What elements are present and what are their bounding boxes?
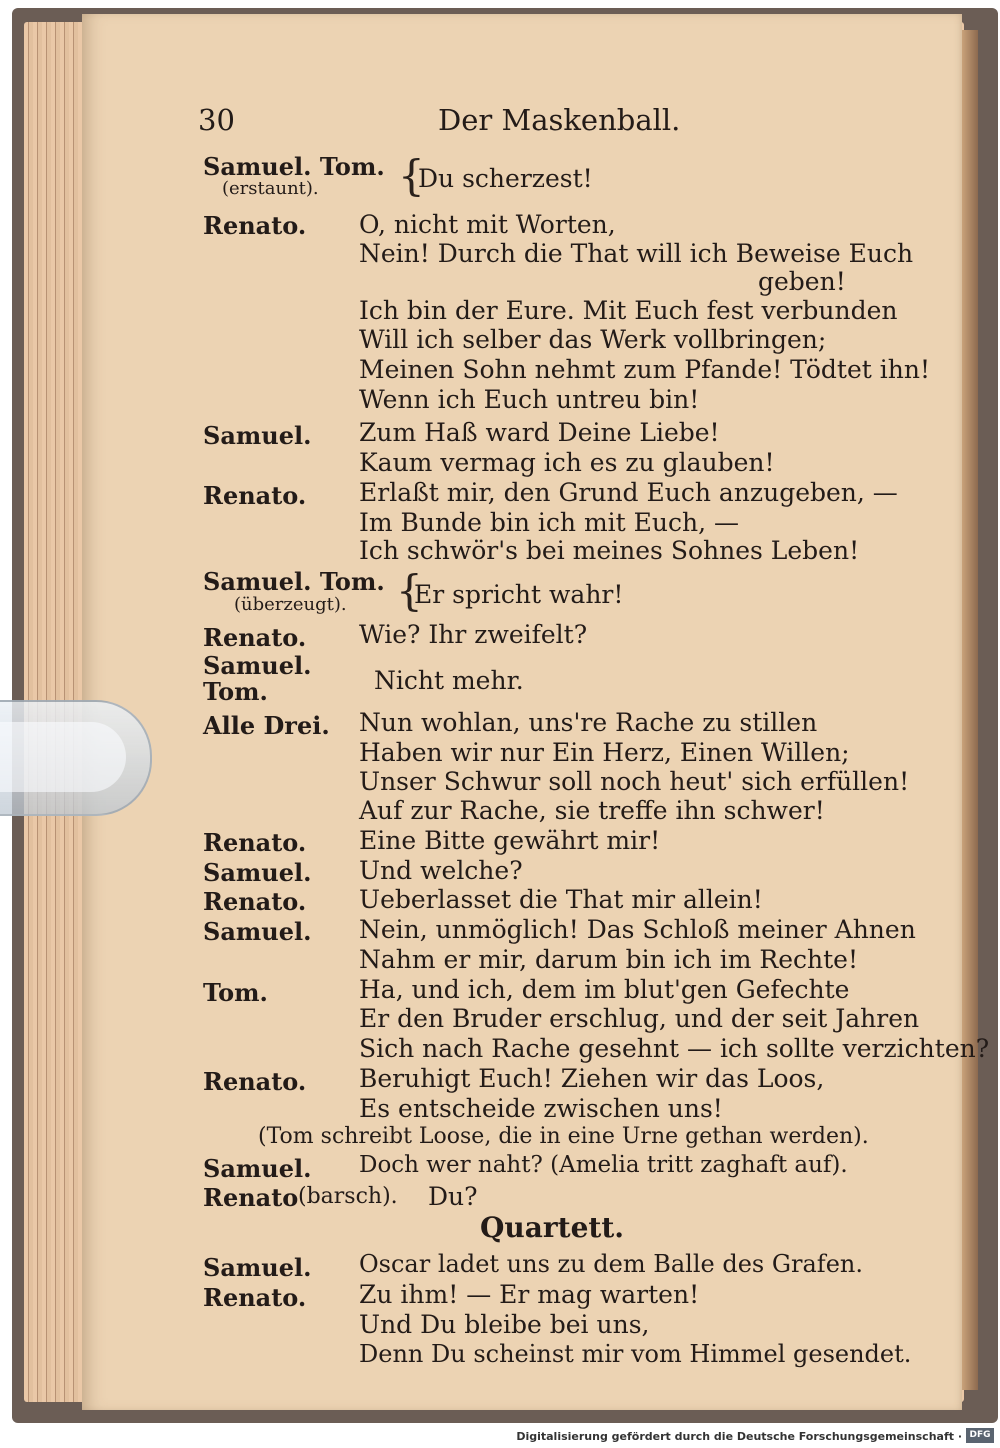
dialogue-line: Unser Schwur soll noch heut' sich erfüllen! (359, 767, 910, 796)
dialogue-line: Ich bin der Eure. Mit Euch fest verbunden (359, 296, 898, 325)
dialogue-line: Wie? Ihr zweifelt? (359, 620, 588, 649)
dialogue-line: O, nicht mit Worten, (359, 210, 616, 239)
dialogue-line: Ich schwör's bei meines Sohnes Leben! (359, 536, 860, 565)
brace-mark: { (398, 151, 425, 200)
speaker-label: Samuel. (203, 917, 312, 946)
dialogue-line: Er den Bruder erschlug, und der seit Jahren (359, 1004, 920, 1033)
stage-direction: (barsch). (298, 1184, 398, 1209)
dialogue-line: Will ich selber das Werk vollbringen; (359, 325, 827, 354)
dialogue-line: Eine Bitte gewährt mir! (359, 826, 661, 855)
speaker-label: Tom. (203, 978, 268, 1007)
dialogue-line: Kaum vermag ich es zu glauben! (359, 448, 775, 477)
dialogue-line: Erlaßt mir, den Grund Euch anzugeben, — (359, 478, 898, 507)
dialogue-line: geben! (758, 267, 846, 296)
speaker-label: Renato (203, 1183, 299, 1212)
dialogue-line: Du? (428, 1182, 478, 1211)
speaker-label: Renato. (203, 828, 307, 857)
stage-direction: (erstaunt). (222, 178, 319, 199)
dialogue-line: Beruhigt Euch! Ziehen wir das Loos, (359, 1064, 825, 1093)
page-spine-edge (962, 30, 978, 1390)
dialogue-line: Nein, unmöglich! Das Schloß meiner Ahnen (359, 915, 916, 944)
speaker-label: Renato. (203, 1067, 307, 1096)
dialogue-line: Zum Haß ward Deine Liebe! (359, 418, 720, 447)
speaker-label: Renato. (203, 623, 307, 652)
dialogue-line: Auf zur Rache, sie treffe ihn schwer! (359, 796, 825, 825)
dialogue-line: Du scherzest! (418, 164, 593, 193)
speaker-label: Renato. (203, 481, 307, 510)
dialogue-line: Ha, und ich, dem im blut'gen Gefechte (359, 975, 850, 1004)
dialogue-line: Ueberlasset die That mir allein! (359, 885, 763, 914)
page-clip-highlight (0, 722, 126, 792)
speaker-label: Samuel. (203, 1154, 312, 1183)
speaker-label: Renato. (203, 211, 307, 240)
dialogue-line: Und Du bleibe bei uns, (359, 1310, 650, 1339)
dfg-logo-icon: DFG (966, 1428, 994, 1443)
stage-direction: (überzeugt). (234, 594, 347, 615)
dialogue-line: Im Bunde bin ich mit Euch, — (359, 508, 739, 537)
dialogue-line: Nun wohlan, uns're Rache zu stillen (359, 708, 818, 737)
dialogue-line: Es entscheide zwischen uns! (359, 1094, 723, 1123)
dialogue-line: Doch wer naht? (Amelia tritt zaghaft auf). (359, 1152, 848, 1178)
footer-credit: Digitalisierung gefördert durch die Deutsche Forschungsgemeinschaft · (516, 1430, 962, 1443)
running-title: Der Maskenball. (438, 103, 681, 137)
dialogue-line: Nein! Durch die That will ich Beweise Euch (359, 239, 914, 268)
speaker-label: Samuel. Tom. (203, 152, 385, 181)
section-heading: Quartett. (480, 1211, 625, 1244)
dialogue-line: Haben wir nur Ein Herz, Einen Willen; (359, 738, 850, 767)
dialogue-line: Meinen Sohn nehmt zum Pfande! Tödtet ihn! (359, 355, 930, 384)
speaker-label: Samuel. (203, 651, 312, 680)
stage-direction: (Tom schreibt Loose, die in eine Urne gethan werden). (258, 1124, 869, 1149)
speaker-label: Samuel. Tom. (203, 567, 385, 596)
speaker-label: Renato. (203, 1283, 307, 1312)
dialogue-line: Wenn ich Euch untreu bin! (359, 385, 700, 414)
speaker-label: Tom. (203, 677, 268, 706)
brace-mark: { (396, 566, 423, 615)
speaker-label: Alle Drei. (203, 711, 330, 740)
dialogue-line: Denn Du scheinst mir vom Himmel gesendet. (359, 1340, 912, 1368)
dialogue-line: Sich nach Rache gesehnt — ich sollte verzichten? (359, 1034, 990, 1063)
speaker-label: Renato. (203, 887, 307, 916)
dialogue-line: Oscar ladet uns zu dem Balle des Grafen. (359, 1250, 863, 1278)
dialogue-line: Nahm er mir, darum bin ich im Rechte! (359, 945, 858, 974)
speaker-label: Samuel. (203, 858, 312, 887)
dialogue-line: Zu ihm! — Er mag warten! (359, 1280, 700, 1309)
dialogue-line: Er spricht wahr! (414, 580, 624, 609)
dialogue-line: Nicht mehr. (374, 666, 524, 695)
speaker-label: Samuel. (203, 421, 312, 450)
dialogue-line: Und welche? (359, 856, 523, 885)
page-number: 30 (198, 103, 235, 137)
speaker-label: Samuel. (203, 1253, 312, 1282)
